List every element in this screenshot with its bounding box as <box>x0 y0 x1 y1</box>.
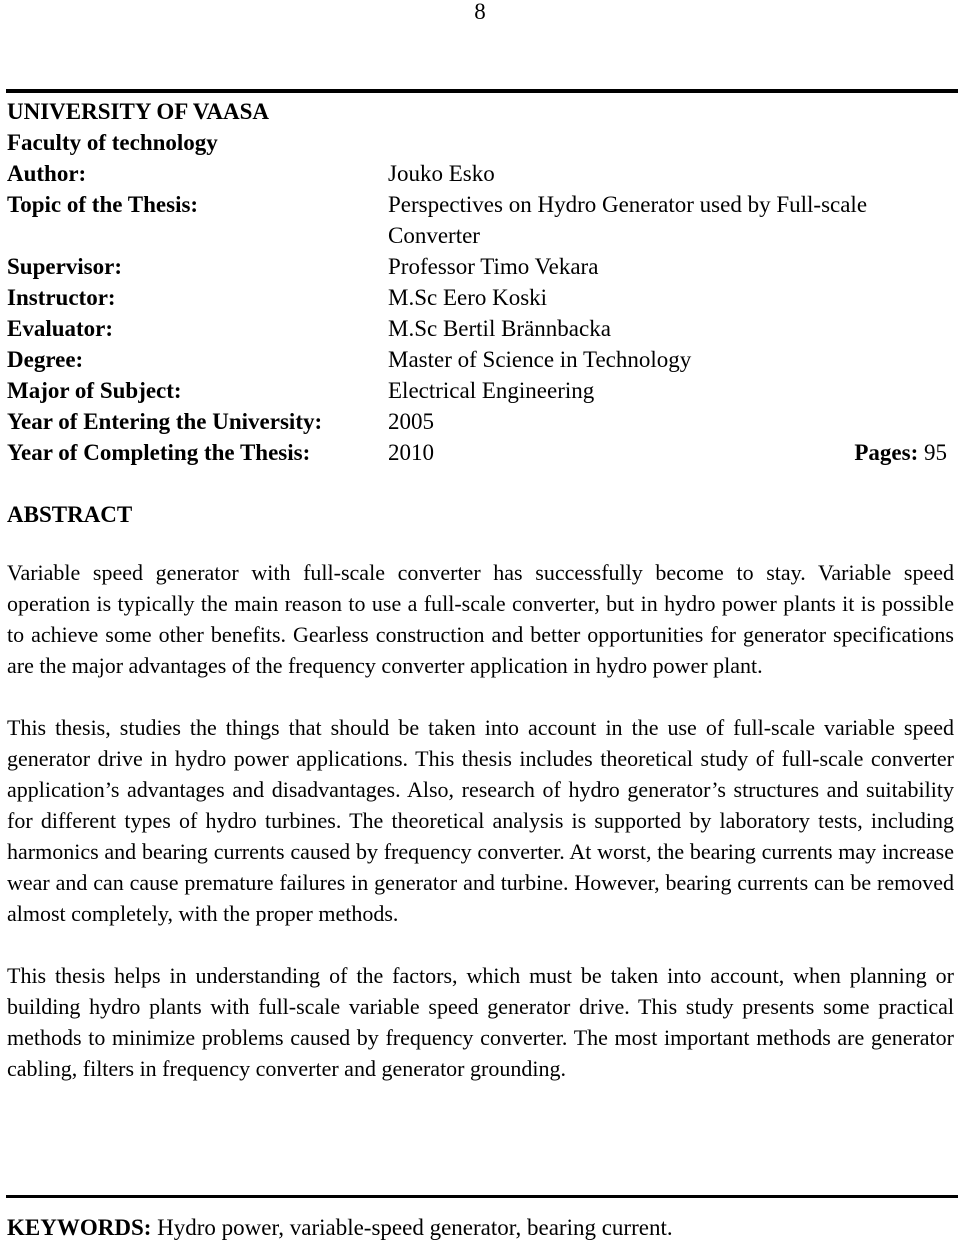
major-row <box>7 375 952 406</box>
faculty-name: Faculty of technology <box>7 130 218 155</box>
degree-row <box>7 344 952 375</box>
major-label: Major of Subject: <box>7 378 182 403</box>
pages-field <box>854 437 947 468</box>
year-completing-value: 2010 <box>388 440 434 465</box>
instructor-row <box>7 282 952 313</box>
topic-value: Perspectives on Hydro Generator used by Full-scale Converter <box>388 192 868 248</box>
university-row <box>7 96 952 127</box>
evaluator-row <box>7 313 952 344</box>
supervisor-label: Supervisor: <box>7 254 122 279</box>
abstract-body <box>7 557 954 1115</box>
author-label: Author: <box>7 161 87 186</box>
year-completing-label: Year of Completing the Thesis: <box>7 440 311 465</box>
instructor-label: Instructor: <box>7 285 116 310</box>
keywords-label: KEYWORDS: <box>7 1215 152 1240</box>
major-value: Electrical Engineering <box>388 378 595 403</box>
abstract-paragraph-1: Variable speed generator with full-scale converter has successfully become to stay. Variable speed operation is typically the main reason to use a full-scale converter, but in hydro power plants it is possible to achieve some other benefits. Gearless construction and better opportunities for generator specifications are the major advantages of the frequency converter application in hydro power plant. <box>7 560 954 678</box>
abstract-paragraph-2: This thesis, studies the things that should be taken into account in the use of full-scale variable speed generator drive in hydro power applications. This thesis includes theoretical study of full-scale converter application’s advantages and disadvantages. Also, research of hydro generator’s structures and suitability for different types of hydro turbines. The theoretical analysis is supported by laboratory tests, including harmonics and bearing currents caused by frequency converter. At worst, the bearing currents may increase wear and can cause premature failures in generator and turbine. However, bearing currents can be removed almost completely, with the proper methods. <box>7 715 954 926</box>
degree-value: Master of Science in Technology <box>388 347 692 372</box>
topic-row <box>7 189 952 251</box>
instructor-value: M.Sc Eero Koski <box>388 285 548 310</box>
keywords-line <box>7 1212 954 1243</box>
year-completing-row <box>7 437 952 468</box>
abstract-paragraph-3: This thesis helps in understanding of the factors, which must be taken into account, when planning or building hydro plants with full-scale variable speed generator drive. This study presents some practical methods to minimize problems caused by frequency converter. The most important methods are generator cabling, filters in frequency converter and generator grounding. <box>7 963 954 1081</box>
year-entering-value: 2005 <box>388 409 434 434</box>
faculty-row <box>7 127 952 158</box>
abstract-heading: ABSTRACT <box>7 502 133 527</box>
year-entering-label: Year of Entering the University: <box>7 409 323 434</box>
degree-label: Degree: <box>7 347 84 372</box>
top-rule <box>6 89 958 93</box>
author-row <box>7 158 952 189</box>
supervisor-value: Professor Timo Vekara <box>388 254 599 279</box>
year-entering-row <box>7 406 952 437</box>
page-number: 8 <box>474 0 486 24</box>
pages-value: 95 <box>924 440 947 465</box>
evaluator-label: Evaluator: <box>7 316 114 341</box>
supervisor-row <box>7 251 952 282</box>
topic-label: Topic of the Thesis: <box>7 192 199 217</box>
author-value: Jouko Esko <box>388 161 495 186</box>
bottom-rule <box>6 1195 958 1198</box>
university-name: UNIVERSITY OF VAASA <box>7 99 270 124</box>
keywords-value: Hydro power, variable-speed generator, bearing current. <box>157 1215 673 1240</box>
evaluator-value: M.Sc Bertil Brännbacka <box>388 316 611 341</box>
thesis-metadata <box>7 96 952 468</box>
pages-label: Pages: <box>854 440 919 465</box>
